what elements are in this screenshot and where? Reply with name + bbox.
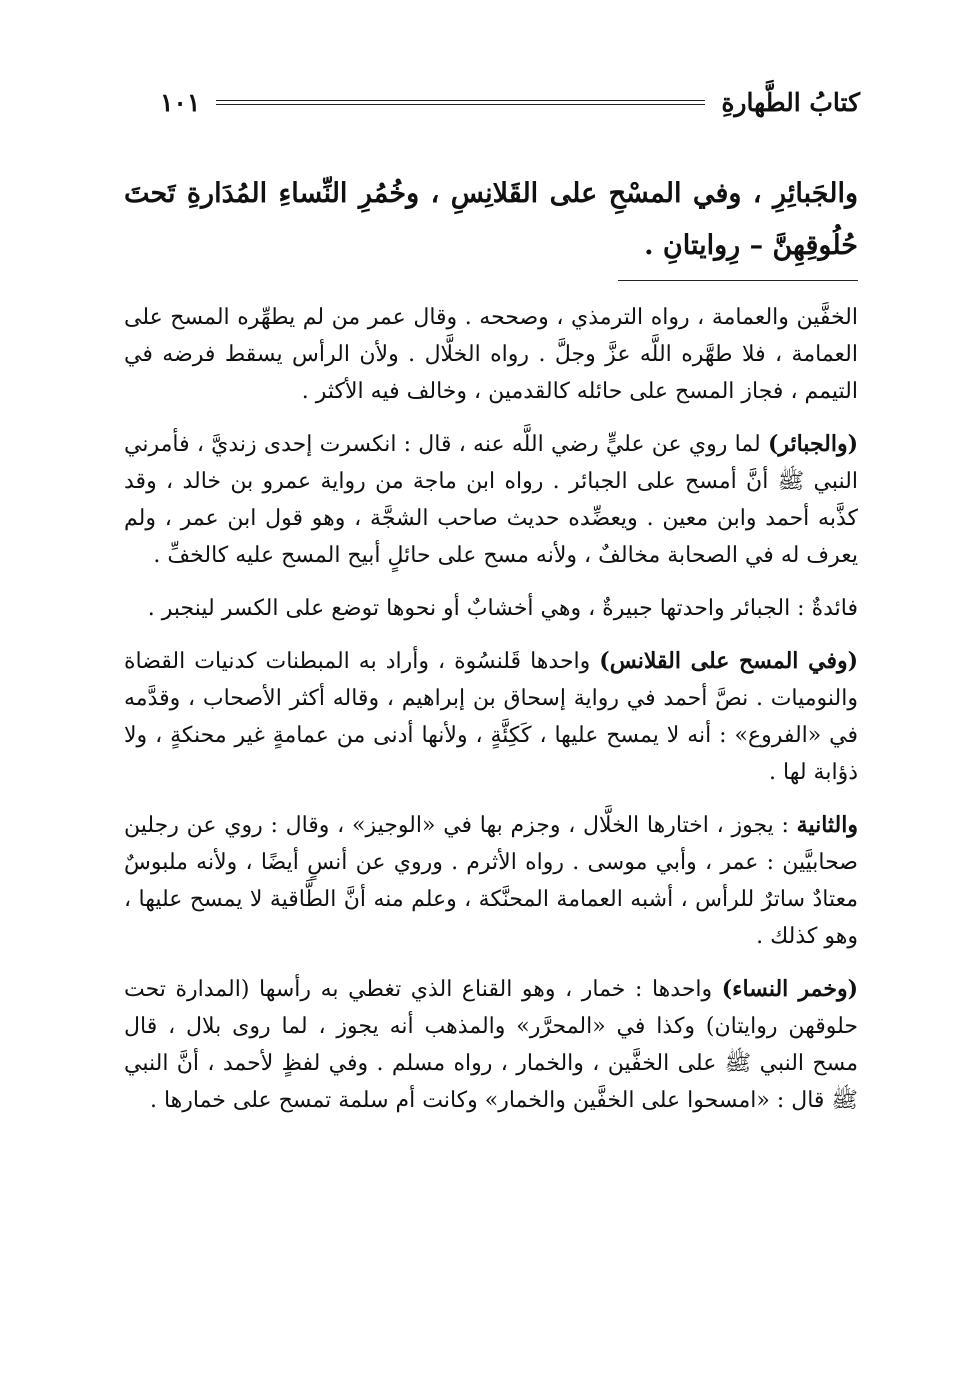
matn-text — [124, 168, 858, 272]
page-number: ١٠١ — [160, 87, 201, 117]
header-rule — [216, 100, 705, 105]
paragraph-text: الخفَّين والعمامة ، رواه الترمذي ، وصححه . وقال عمر من لم يطهِّره المسح على العمامة ، فلا طهَّره اللَّه عزَّ وجلَّ . رواه الخلَّال . ولأن الرأس يسقط فرضه في التيمم ، فجاز المسح على حائله كالقدمين ، وخالف فيه الأكثر . — [124, 305, 858, 404]
matn-separator-rule — [618, 280, 858, 281]
commentary — [124, 299, 858, 1119]
matn-line-2: حُلُوقِهِنَّ – رِوايتانِ . — [644, 230, 858, 261]
commentary-paragraph — [124, 971, 858, 1119]
running-header — [160, 82, 860, 122]
paragraph-text: واحدها : خمار ، وهو القناع الذي تغطي به رأسها (المدارة تحت حلوقهن روايتان) وكذا في «المحرَّر» والمذهب أنه يجوز ، لما روى بلال ، قال مسح النبي ﷺ على الخفَّين ، والخمار ، رواه مسلم . وفي لفظٍ لأحمد ، أنَّ النبي ﷺ قال : «امسحوا على الخفَّين والخمار» وكانت أم سلمة تمسح على خمارها . — [124, 977, 858, 1113]
commentary-paragraph — [124, 643, 858, 791]
commentary-paragraph — [124, 807, 858, 955]
paragraph-lead: (والجبائر) — [767, 431, 858, 457]
book-title: كتابُ الطَّهارةِ — [721, 87, 860, 117]
matn-line-1: والجَبائِرِ ، وفي المسْحِ على القَلانِسِ ، وخُمُرِ النِّساءِ المُدَارةِ تَحتَ — [124, 178, 858, 209]
paragraph-lead: (وخمر النساء) — [721, 976, 859, 1002]
commentary-paragraph — [124, 299, 858, 410]
page-body — [124, 168, 858, 1135]
commentary-paragraph — [124, 426, 858, 574]
paragraph-text: : يجوز ، اختارها الخلَّال ، وجزم بها في «الوجيز» ، وقال : روي عن رجلين صحابيَّين : عمر ، وأبي موسى . رواه الأثرم . وروي عن أنسٍ أيضًا ، ولأنه ملبوسٌ معتادٌ ساترٌ للرأس ، أشبه العمامة المحنَّكة ، وعلم منه أنَّ الطَّاقية لا يمسح عليها ، وهو كذلك . — [124, 813, 858, 949]
paragraph-text: لما روي عن عليٍّ رضي اللَّه عنه ، قال : انكسرت إحدى زنديَّ ، فأمرني النبي ﷺ أنَّ أمسح على الجبائر . رواه ابن ماجة من رواية عمرو بن خالد ، وقد كذَّبه أحمد وابن معين . ويعضِّده حديث صاحب الشجَّة ، وهو قول ابن عمر ، ولم يعرف له في الصحابة مخالفٌ ، ولأنه مسح على حائلٍ أبيح المسح عليه كالخفِّ . — [124, 432, 858, 568]
paragraph-lead: والثانية — [796, 812, 858, 838]
paragraph-text: فائدةٌ : الجبائر واحدتها جبيرةٌ ، وهي أخشابٌ أو نحوها توضع على الكسر لينجبر . — [147, 596, 858, 621]
paragraph-lead: (وفي المسح على القلانس) — [599, 648, 858, 674]
commentary-paragraph — [124, 590, 858, 627]
paragraph-text: واحدها قَلنسُوة ، وأراد به المبطنات كدنيات القضاة والنوميات . نصَّ أحمد في رواية إسحاق بن إبراهيم ، وقاله أكثر الأصحاب ، وقدَّمه في «الفروع» : أنه لا يمسح عليها ، كَكِئَّةٍ ، ولأنها أدنى من عمامةٍ غير محنكةٍ ، ولا ذؤابة لها . — [124, 649, 858, 785]
